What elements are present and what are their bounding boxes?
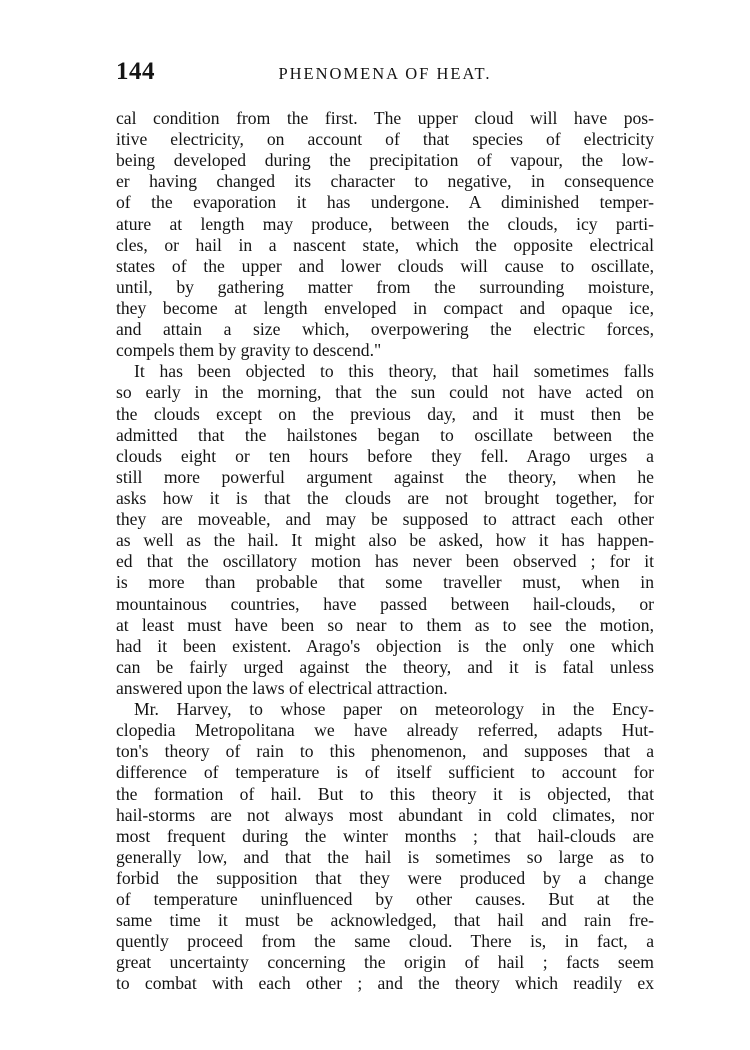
text-line: same time it must be acknowledged, that hail and rain fre- — [116, 910, 654, 931]
text-line: still more powerful argument against the theory, when he — [116, 466, 654, 487]
text-line: generally low, and that the hail is sometimes so large as to — [116, 846, 654, 867]
text-line: admitted that the hailstones began to oscillate between the — [116, 424, 654, 445]
text-line: clouds eight or ten hours before they fell. Arago urges a — [116, 445, 654, 466]
text-body — [116, 108, 654, 995]
text-line: cles, or hail in a nascent state, which the opposite electrical — [116, 234, 654, 255]
text-line: difference of temperature is of itself sufficient to account for — [116, 762, 654, 783]
text-line: clopedia Metropolitana we have already referred, adapts Hut- — [116, 720, 654, 741]
page-number: 144 — [116, 58, 155, 85]
paragraph — [116, 699, 654, 995]
paragraph — [116, 361, 654, 699]
text-line: as well as the hail. It might also be asked, how it has happen- — [116, 530, 654, 551]
text-line: hail-storms are not always most abundant in cold climates, nor — [116, 804, 654, 825]
text-line: great uncertainty concerning the origin of hail ; facts seem — [116, 952, 654, 973]
text-line: Mr. Harvey, to whose paper on meteorology in the Ency- — [134, 699, 654, 720]
text-line: compels them by gravity to descend." — [116, 340, 382, 361]
text-line: It has been objected to this theory, that hail sometimes falls — [134, 361, 654, 382]
text-line: so early in the morning, that the sun could not have acted on — [116, 382, 654, 403]
text-line: forbid the supposition that they were produced by a change — [116, 867, 654, 888]
text-line: they are moveable, and may be supposed to attract each other — [116, 509, 654, 530]
text-line: they become at length enveloped in compact and opaque ice, — [116, 297, 654, 318]
text-line: of the evaporation it has undergone. A diminished temper- — [116, 192, 654, 213]
text-line: answered upon the laws of electrical attraction. — [116, 677, 448, 698]
text-line: quently proceed from the same cloud. There is, in fact, a — [116, 931, 654, 952]
text-line: had it been existent. Arago's objection is the only one which — [116, 635, 654, 656]
running-head: PHENOMENA OF HEAT. — [278, 64, 492, 83]
text-line: the formation of hail. But to this theory it is objected, that — [116, 783, 654, 804]
text-line: is more than probable that some traveller must, when in — [116, 572, 654, 593]
paragraph — [116, 108, 654, 361]
text-line: to combat with each other ; and the theory which readily ex — [116, 973, 654, 994]
text-line: cal condition from the first. The upper cloud will have pos- — [116, 108, 654, 128]
text-line: er having changed its character to negative, in consequence — [116, 171, 654, 192]
text-line: ton's theory of rain to this phenomenon, and supposes that a — [116, 741, 654, 762]
page-header — [116, 58, 654, 90]
text-line: of temperature uninfluenced by other causes. But at the — [116, 889, 654, 910]
text-line: the clouds except on the previous day, and it must then be — [116, 403, 654, 424]
text-line: states of the upper and lower clouds will cause to oscillate, — [116, 255, 654, 276]
text-line: until, by gathering matter from the surrounding moisture, — [116, 276, 654, 297]
text-line: itive electricity, on account of that species of electricity — [116, 129, 654, 150]
text-line: at least must have been so near to them as to see the motion, — [116, 614, 654, 635]
text-line: most frequent during the winter months ; that hail-clouds are — [116, 825, 654, 846]
text-line: ature at length may produce, between the clouds, icy parti- — [116, 213, 654, 234]
text-line: mountainous countries, have passed between hail-clouds, or — [116, 593, 654, 614]
text-line: ed that the oscillatory motion has never been observed ; for it — [116, 551, 654, 572]
text-line: can be fairly urged against the theory, and it is fatal unless — [116, 656, 654, 677]
text-line: and attain a size which, overpowering the electric forces, — [116, 319, 654, 340]
text-line: being developed during the precipitation of vapour, the low- — [116, 150, 654, 171]
text-line: asks how it is that the clouds are not brought together, for — [116, 487, 654, 508]
